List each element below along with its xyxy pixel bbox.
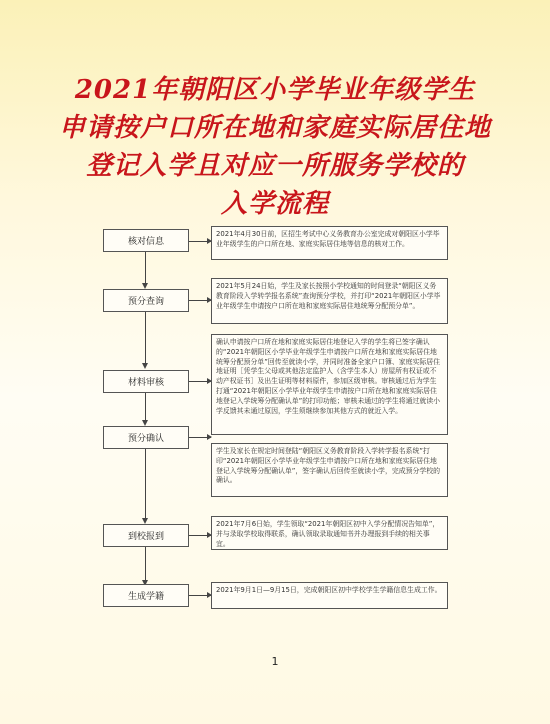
- title-line-3: 登记入学且对应一所服务学校的: [85, 151, 464, 181]
- h-connector-4: [189, 437, 211, 438]
- description-school-registration: 2021年7月6日始，学生领取“2021年朝阳区初中入学分配情况告知单”，并与录取学校取得联系，确认领取录取通知书并办理报到手续的相关事宜。: [211, 516, 448, 550]
- h-connector-3: [189, 381, 211, 382]
- h-connector-5: [189, 535, 211, 536]
- page-number: 1: [271, 655, 279, 668]
- step-pre-allocation-query: 预分查询: [103, 289, 189, 312]
- arrow-2: [142, 363, 148, 369]
- description-document-review: 确认申请按户口所在地和家庭实际居住地登记入学的学生将已签字确认的“2021年朝阳区小学毕业年级学生申请按户口所在地和家庭实际居住地统筹分配预分单”回传至就读小学，并同时准备全家户口簿、家庭实际居住地证明［凭学生父母或其他法定监护人（含学生本人）房屋所有权证或不动产权证书］及出生证明等材料原件，参加区级审核。审核通过后为学生打通“2021年朝阳区小学毕业年级学生申请按户口所在地和家庭实际居住地登记入学统筹分配确认单”的打印功能；审核未通过的学生将通过就读小学反馈其未通过原因，学生须继续参加其他方式的就近入学。: [211, 334, 448, 435]
- connector-5: [145, 547, 146, 584]
- step-verify-info: 核对信息: [103, 229, 189, 252]
- title-line-1: 2021年朝阳区小学毕业年级学生: [74, 75, 476, 105]
- h-connector-6: [189, 595, 211, 596]
- title-line-2: 申请按户口所在地和家庭实际居住地: [58, 113, 491, 143]
- description-student-status: 2021年9月1日—9月15日，完成朝阳区初中学校学生学籍信息生成工作。: [211, 582, 448, 609]
- h-connector-2: [189, 300, 211, 301]
- connector-1: [145, 252, 146, 287]
- h-connector-1: [189, 241, 211, 242]
- description-verify-info: 2021年4月30日前，区招生考试中心义务教育办公室完成对朝阳区小学毕业年级学生的户口所在地、家庭实际居住地等信息的核对工作。: [211, 226, 448, 260]
- step-student-status: 生成学籍: [103, 584, 189, 607]
- connector-2: [145, 312, 146, 367]
- title-line-4: 入学流程: [220, 189, 329, 219]
- step-document-review: 材料审核: [103, 370, 189, 393]
- description-pre-allocation-confirm: 学生及家长在规定时间登陆“朝阳区义务教育阶段入学转学报名系统”打印“2021年朝阳区小学毕业年级学生申请按户口所在地和家庭实际居住地登记入学统筹分配确认单”，签字确认后回传至就读小学，完成预分学校的确认。: [211, 443, 448, 497]
- description-pre-allocation-query: 2021年5月24日始，学生及家长按照小学校通知的时间登录“朝阳区义务教育阶段入学转学报名系统”查询预分学校，并打印“2021年朝阳区小学毕业年级学生申请按户口所在地和家庭实际居住地统筹分配预分单”。: [211, 278, 448, 324]
- connector-4: [145, 449, 146, 522]
- step-school-registration: 到校报到: [103, 524, 189, 547]
- step-pre-allocation-confirm: 预分确认: [103, 426, 189, 449]
